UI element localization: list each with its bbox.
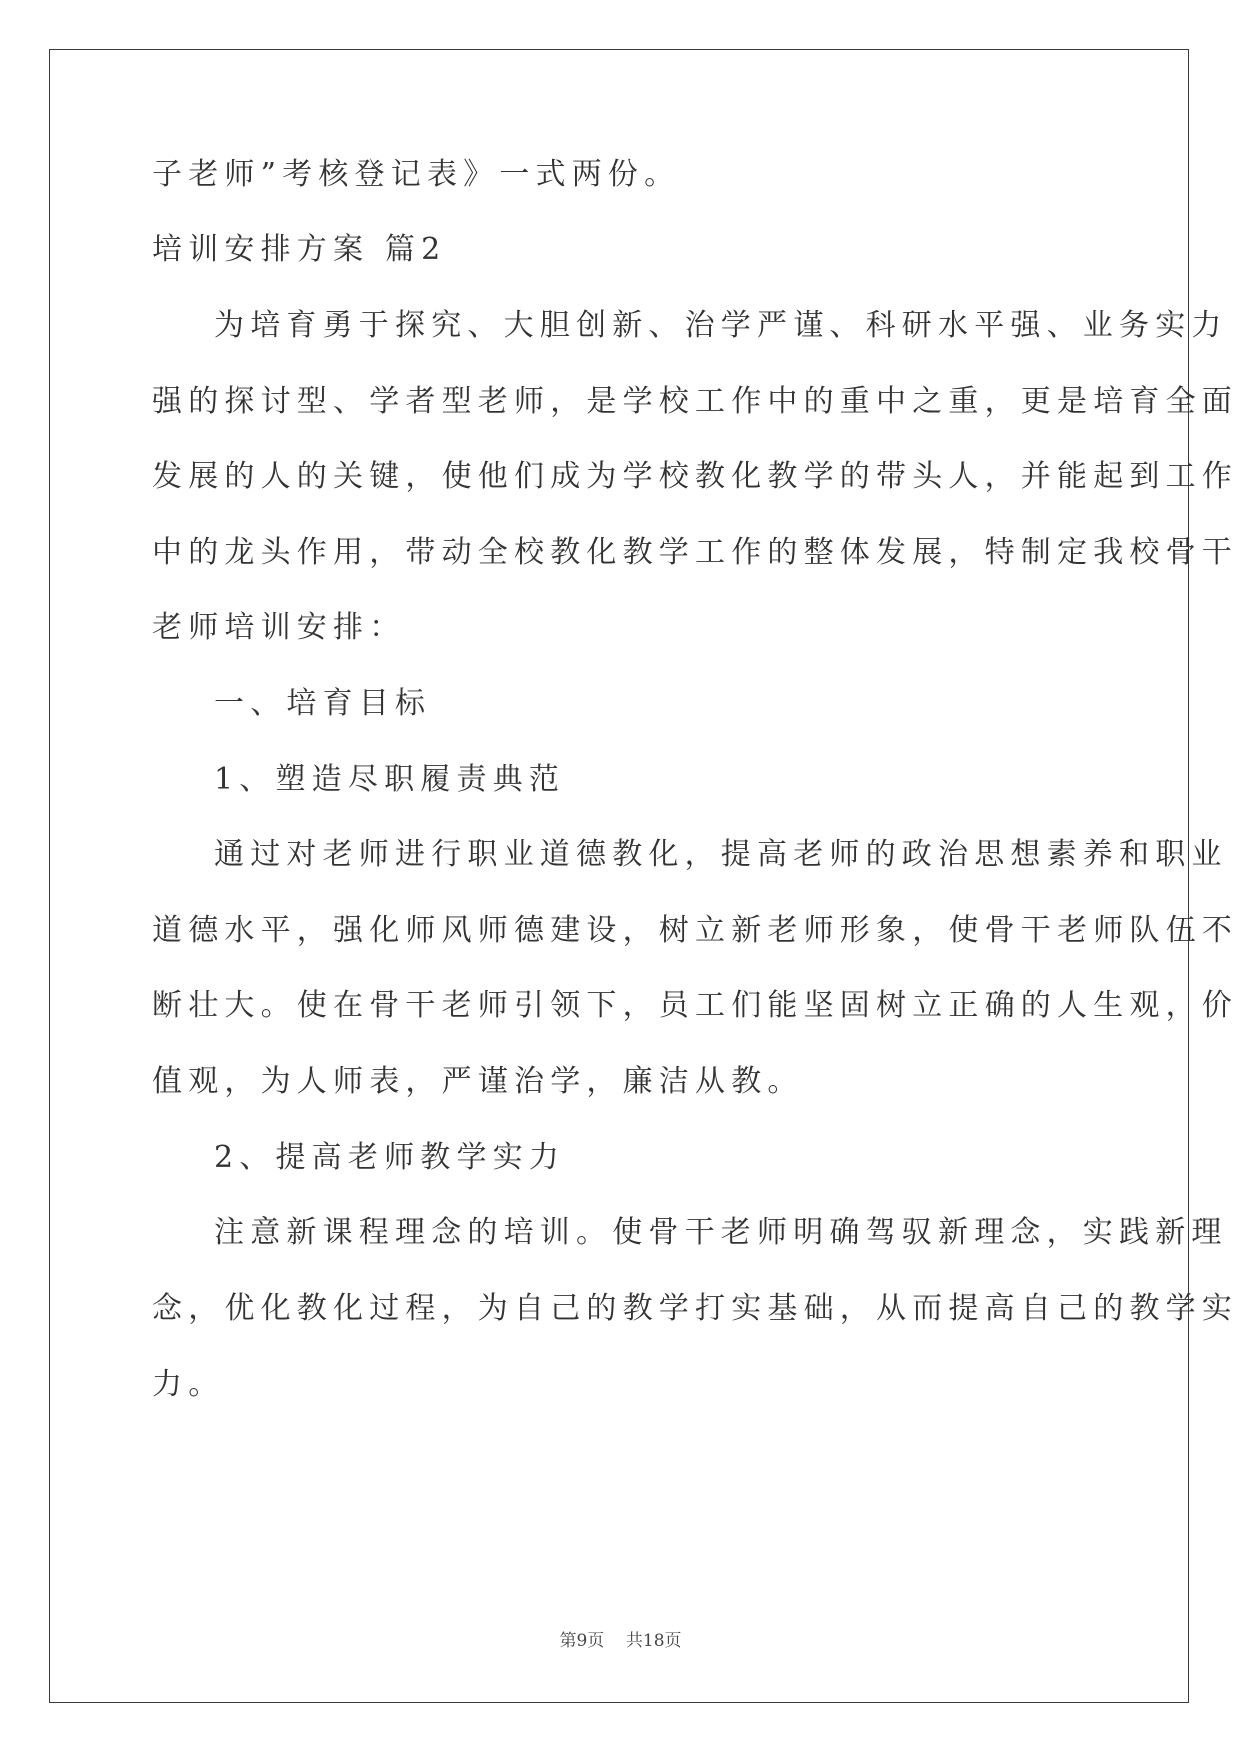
paragraph-line: 通过对老师进行职业道德教化，提高老师的政治思想素养和职业 <box>214 837 1228 872</box>
page-footer <box>0 1626 1241 1651</box>
section-heading: 培训安排方案 篇2 <box>152 232 447 267</box>
paragraph-line: 发展的人的关键，使他们成为学校教化教学的带头人，并能起到工作 <box>152 459 1238 494</box>
page-number: 第9页 <box>559 1631 605 1651</box>
page-border <box>49 49 1189 1703</box>
paragraph-line: 注意新课程理念的培训。使骨干老师明确驾驭新理念，实践新理 <box>214 1215 1228 1250</box>
paragraph-line: 值观，为人师表，严谨治学，廉洁从教。 <box>152 1064 804 1099</box>
paragraph-line: 力。 <box>152 1367 225 1402</box>
page-total: 共18页 <box>625 1631 682 1651</box>
paragraph-line: 中的龙头作用，带动全校教化教学工作的整体发展，特制定我校骨干 <box>152 535 1238 570</box>
subheading: 一、培育目标 <box>214 686 432 721</box>
text-line: 子老师”考核登记表》一式两份。 <box>152 157 681 192</box>
subheading: 1、塑造尽职履责典范 <box>214 762 566 797</box>
paragraph-line: 断壮大。使在骨干老师引领下，员工们能坚固树立正确的人生观，价 <box>152 988 1238 1023</box>
paragraph-line: 强的探讨型、学者型老师，是学校工作中的重中之重，更是培育全面 <box>152 384 1238 419</box>
paragraph-line: 老师培训安排： <box>152 610 406 645</box>
paragraph-line: 道德水平，强化师风师德建设，树立新老师形象，使骨干老师队伍不 <box>152 913 1238 948</box>
paragraph-line: 念，优化教化过程，为自己的教学打实基础，从而提高自己的教学实 <box>152 1291 1238 1326</box>
subheading: 2、提高老师教学实力 <box>214 1140 566 1175</box>
paragraph-line: 为培育勇于探究、大胆创新、治学严谨、科研水平强、业务实力 <box>214 308 1228 343</box>
